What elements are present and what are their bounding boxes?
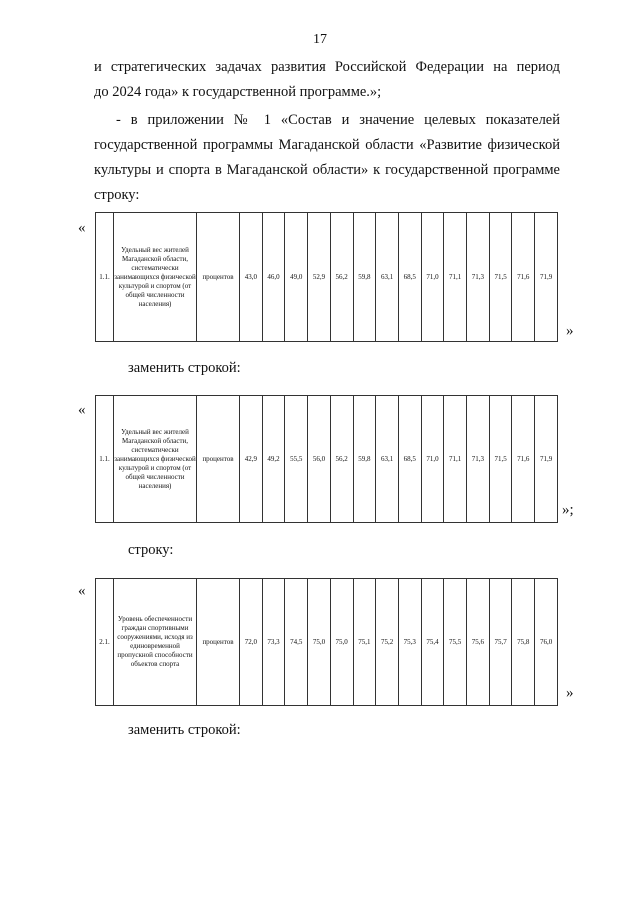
- table-row: [96, 213, 558, 342]
- quote-close-2: »;: [562, 502, 574, 518]
- value-cell: 71,5: [489, 213, 512, 342]
- row-number: 1.1.: [96, 396, 114, 523]
- page-number: 17: [313, 32, 327, 47]
- value-cell: 49,0: [285, 213, 308, 342]
- paragraph-2-line-4: строку:: [94, 187, 140, 203]
- value-cell: 75,6: [467, 579, 490, 706]
- unit-cell: процентов: [197, 213, 240, 342]
- value-cell: 72,0: [240, 579, 263, 706]
- quote-open-3: «: [78, 583, 86, 599]
- paragraph-1-line-1: и стратегических задачах развития Российской Федерации на период: [94, 59, 560, 75]
- value-cell: 71,3: [467, 213, 490, 342]
- value-cell: 42,9: [240, 396, 263, 523]
- value-cell: 49,2: [262, 396, 285, 523]
- value-cell: 59,8: [353, 396, 376, 523]
- row-label: строку:: [128, 542, 174, 558]
- indicator-table-3: [95, 578, 558, 706]
- value-cell: 75,2: [376, 579, 399, 706]
- value-cell: 75,5: [444, 579, 467, 706]
- indicator-table-2: [95, 395, 558, 523]
- value-cell: 43,0: [240, 213, 263, 342]
- row-number: 2.1.: [96, 579, 114, 706]
- paragraph-1: [94, 55, 560, 105]
- value-cell: 63,1: [376, 213, 399, 342]
- value-cell: 75,4: [421, 579, 444, 706]
- quote-close-1: »: [566, 323, 574, 339]
- value-cell: 71,9: [535, 396, 558, 523]
- value-cell: 71,0: [421, 396, 444, 523]
- value-cell: 63,1: [376, 396, 399, 523]
- value-cell: 71,3: [467, 396, 490, 523]
- value-cell: 55,5: [285, 396, 308, 523]
- value-cell: 56,2: [330, 396, 353, 523]
- paragraph-2-line-2: государственной программы Магаданской области «Развитие физической: [94, 137, 560, 153]
- table-row: [96, 579, 558, 706]
- value-cell: 56,0: [308, 396, 331, 523]
- paragraph-2: [94, 108, 560, 208]
- value-cell: 75,7: [489, 579, 512, 706]
- paragraph-1-line-2: до 2024 года» к государственной программе.»;: [94, 84, 382, 100]
- value-cell: 71,0: [421, 213, 444, 342]
- replace-label-1: заменить строкой:: [128, 360, 241, 376]
- value-cell: 74,5: [285, 579, 308, 706]
- replace-label-2: заменить строкой:: [128, 722, 241, 738]
- indicator-name: Удельный вес жителей Магаданской области, систематически занимающихся физической культурой и спортом (от общей численности населения): [114, 396, 197, 523]
- value-cell: 71,5: [489, 396, 512, 523]
- row-number: 1.1.: [96, 213, 114, 342]
- unit-cell: процентов: [197, 396, 240, 523]
- value-cell: 75,8: [512, 579, 535, 706]
- unit-cell: процентов: [197, 579, 240, 706]
- value-cell: 71,6: [512, 396, 535, 523]
- value-cell: 71,9: [535, 213, 558, 342]
- value-cell: 71,1: [444, 213, 467, 342]
- value-cell: 75,1: [353, 579, 376, 706]
- value-cell: 68,5: [398, 213, 421, 342]
- value-cell: 71,6: [512, 213, 535, 342]
- value-cell: 75,3: [398, 579, 421, 706]
- table-row: [96, 396, 558, 523]
- paragraph-2-line-3: культуры и спорта в Магаданской области» к государственной программе: [94, 162, 560, 178]
- value-cell: 59,8: [353, 213, 376, 342]
- value-cell: 52,9: [308, 213, 331, 342]
- quote-open-2: «: [78, 402, 86, 418]
- indicator-name: Уровень обеспеченности граждан спортивными сооружениями, исходя из единовременной пропускной способности объектов спорта: [114, 579, 197, 706]
- quote-open-1: «: [78, 220, 86, 236]
- indicator-table-1: [95, 212, 558, 342]
- value-cell: 68,5: [398, 396, 421, 523]
- indicator-name: Удельный вес жителей Магаданской области, систематически занимающихся физической культурой и спортом (от общей численности населения): [114, 213, 197, 342]
- value-cell: 75,0: [308, 579, 331, 706]
- value-cell: 76,0: [535, 579, 558, 706]
- value-cell: 71,1: [444, 396, 467, 523]
- value-cell: 46,0: [262, 213, 285, 342]
- quote-close-3: »: [566, 685, 574, 701]
- paragraph-2-line-1: - в приложении № 1 «Состав и значение целевых показателей: [116, 112, 560, 128]
- value-cell: 56,2: [330, 213, 353, 342]
- value-cell: 75,0: [330, 579, 353, 706]
- value-cell: 73,3: [262, 579, 285, 706]
